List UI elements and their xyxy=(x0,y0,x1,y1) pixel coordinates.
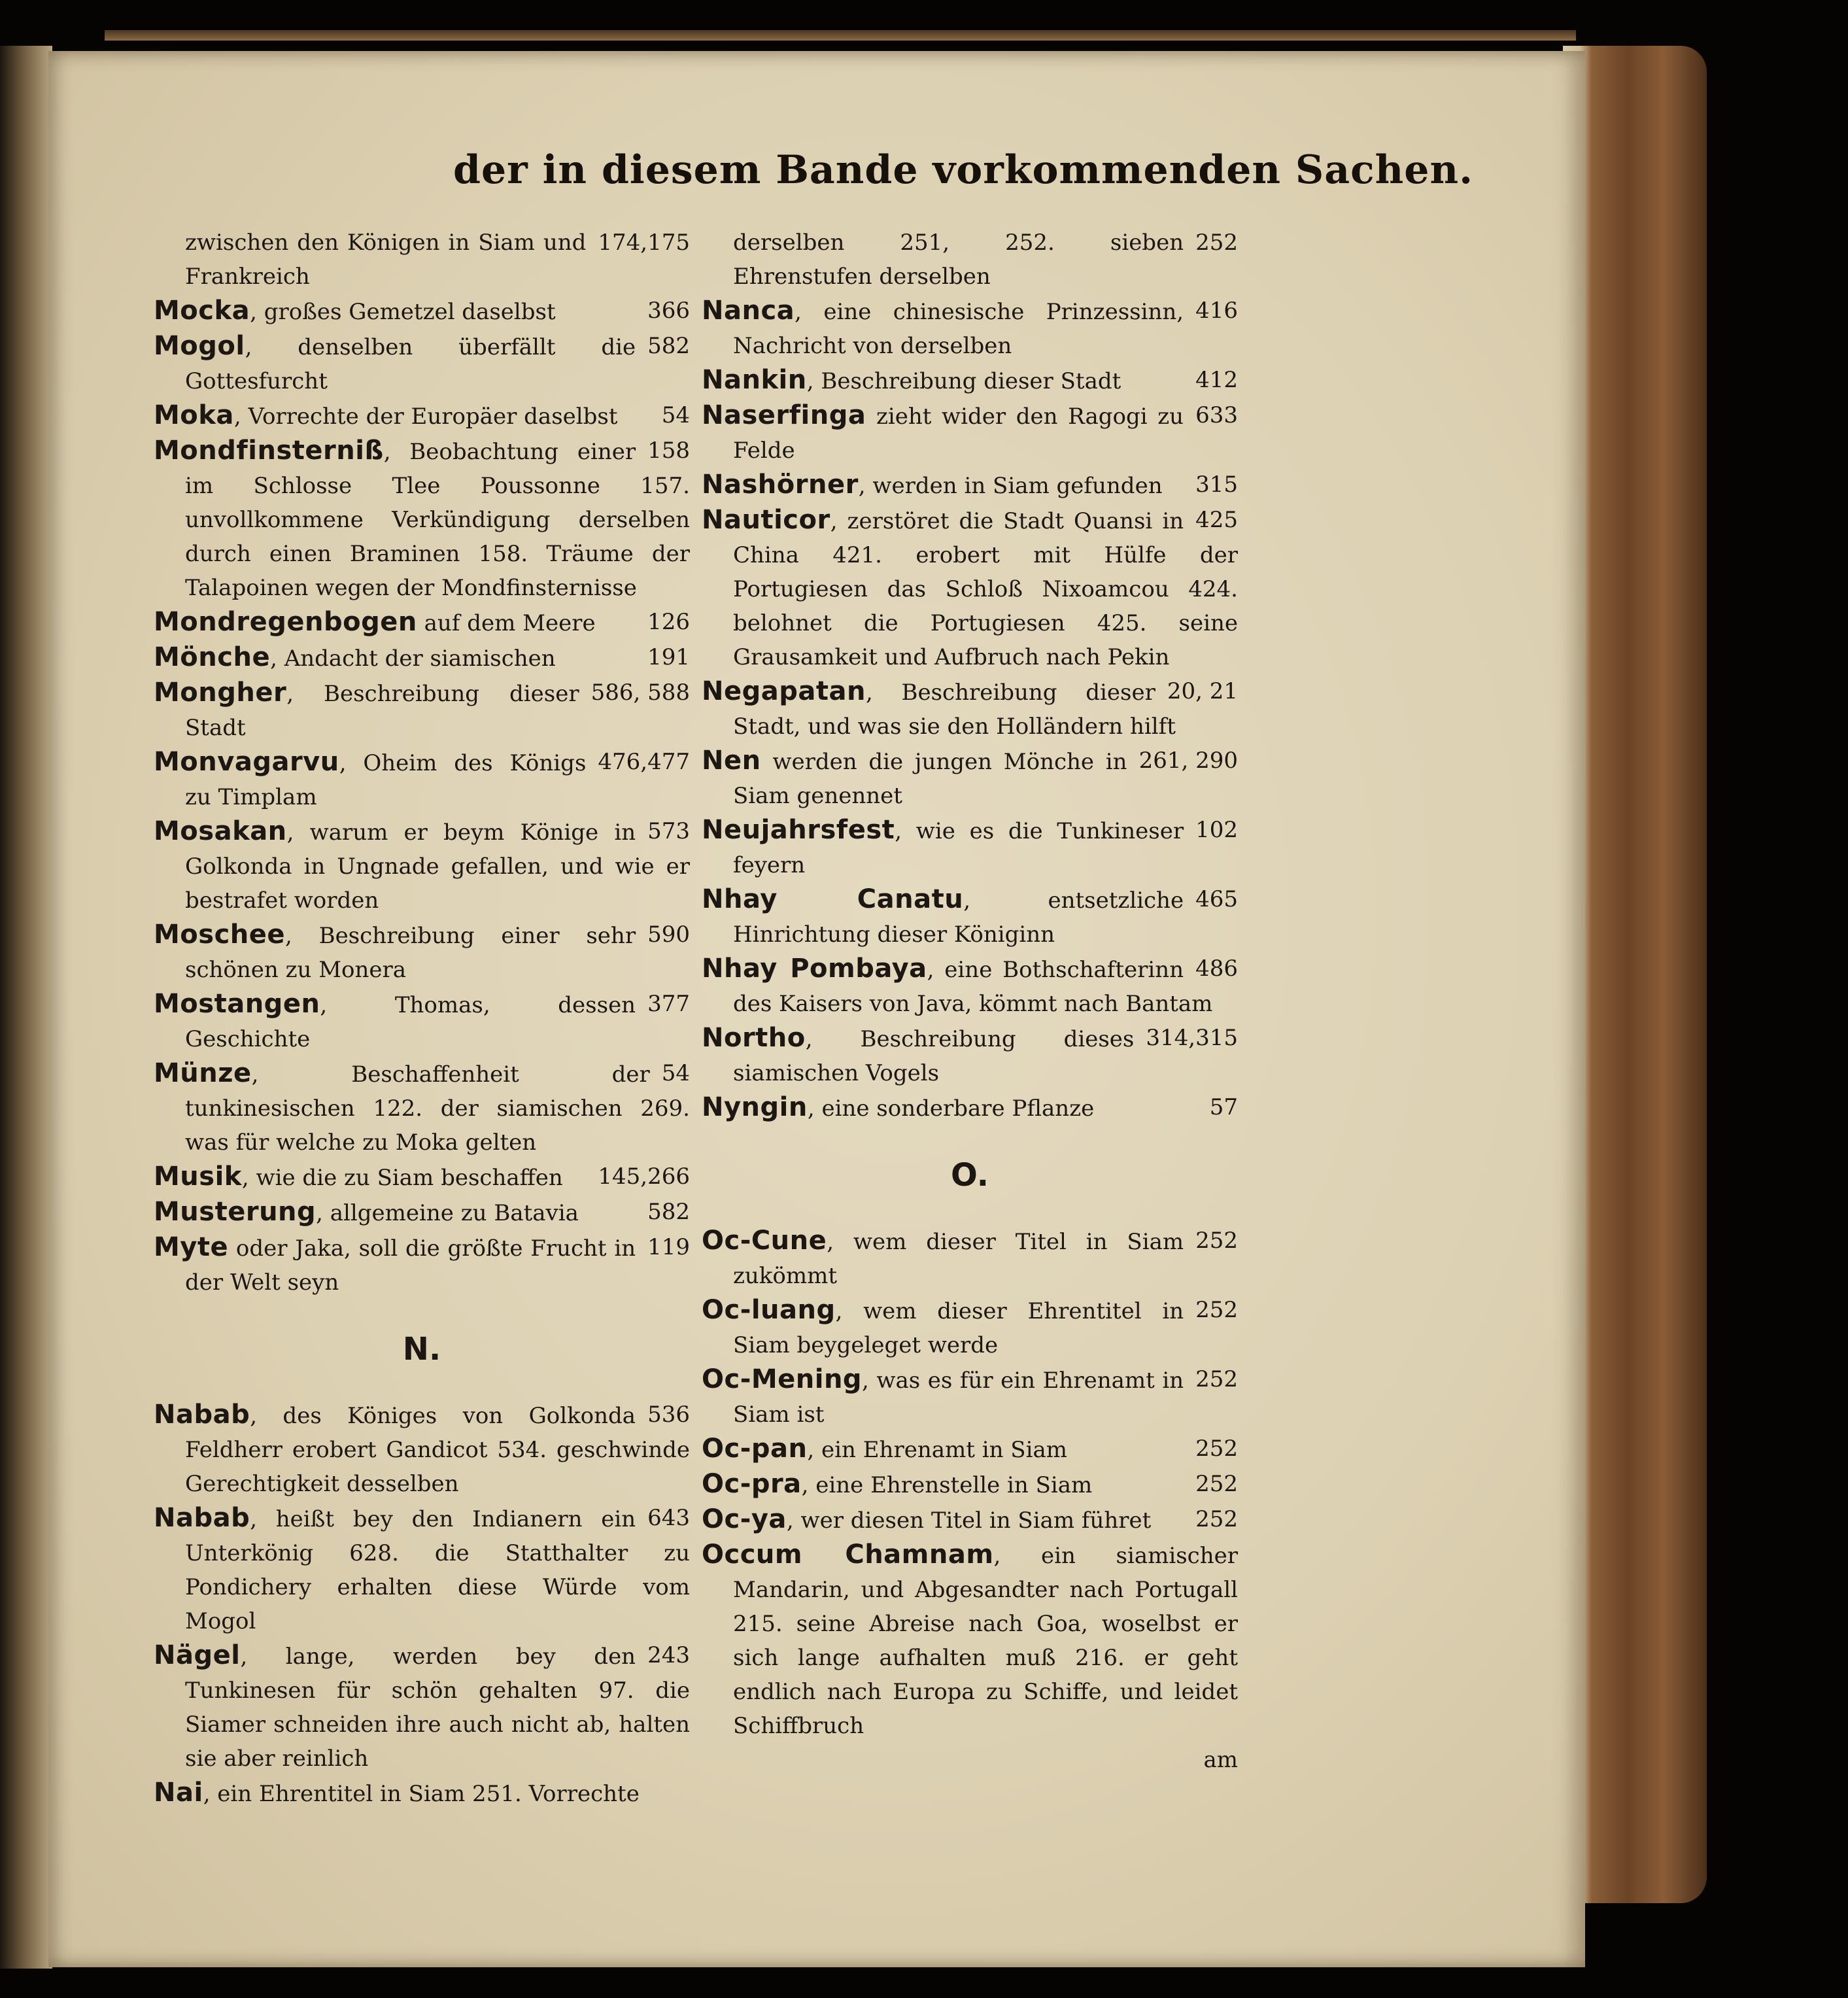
index-entry xyxy=(154,1230,690,1300)
entry-description: , Beschreibung dieses siamischen Vogels xyxy=(733,1026,1135,1086)
entry-description: , Vorrechte der Europäer daselbst xyxy=(233,404,618,430)
entry-headword: Monvagarvu xyxy=(154,747,339,777)
page-title: der in diesem Bande vorkommenden Sachen. xyxy=(453,147,1473,193)
entry-page-numbers: 377 xyxy=(647,991,690,1017)
index-entry xyxy=(154,605,690,640)
entry-description: , großes Gemetzel daselbst xyxy=(250,299,556,325)
entry-headword: Oc-luang xyxy=(702,1295,836,1325)
entry-page-numbers: 314,315 xyxy=(1146,1025,1238,1051)
index-entry xyxy=(154,676,690,745)
entry-headword: Oc-pan xyxy=(702,1434,808,1464)
index-entry xyxy=(702,1021,1238,1090)
entry-page-numbers: 412 xyxy=(1195,367,1238,393)
index-entry xyxy=(154,918,690,987)
entry-headword: Mogol xyxy=(154,331,245,361)
entry-description: , wem dieser Titel in Siam zukömmt xyxy=(733,1229,1184,1289)
index-entry xyxy=(154,329,690,398)
entry-page-numbers: 536 xyxy=(647,1402,690,1428)
entry-page-numbers: 261, 290 xyxy=(1138,748,1238,774)
index-entries-n-cont xyxy=(702,294,1238,1126)
entry-description: , wer diesen Titel in Siam führet xyxy=(786,1507,1152,1534)
entry-description: , Andacht der siamischen xyxy=(270,646,556,672)
entry-headword: Oc-Cune xyxy=(702,1226,827,1256)
entry-description: , Beobachtung einer im Schlosse Tlee Poussonne 157. unvollkommene Verkündigung derselben durch einen Braminen 158. Träume der Talapoinen wegen der Mondfinsternisse xyxy=(185,439,690,601)
entry-headword: Occum Chamnam xyxy=(702,1540,994,1570)
index-entry xyxy=(702,1502,1238,1538)
index-entry xyxy=(154,398,690,434)
entry-description: , Beschreibung dieser Stadt xyxy=(185,681,579,741)
entry-description: , werden in Siam gefunden xyxy=(858,473,1163,499)
entry-headword: Münze xyxy=(154,1058,252,1088)
index-entry xyxy=(702,674,1238,744)
entry-page-numbers: 486 xyxy=(1195,956,1238,982)
entry-page-numbers: 465 xyxy=(1195,886,1238,912)
index-entry xyxy=(154,1776,690,1811)
index-entry xyxy=(154,1056,690,1160)
entry-headword: Nabab xyxy=(154,1400,250,1430)
entry-headword: Nabab xyxy=(154,1503,250,1533)
entry-description: , was es für ein Ehrenamt in Siam ist xyxy=(733,1368,1184,1428)
entry-description: zieht wider den Ragogi zu Felde xyxy=(733,404,1184,464)
entry-page-numbers: 252 xyxy=(1195,1366,1238,1392)
index-entry xyxy=(154,1501,690,1638)
entry-description: , zerstöret die Stadt Quansi in China 421. erobert mit Hülfe der Portugiesen das Schloß Nixoamcou 424. belohnet die Portugiesen 425. seine Grausamkeit und Aufbruch nach Pekin xyxy=(733,508,1238,670)
entry-headword: Mocka xyxy=(154,296,250,326)
entry-headword: Mongher xyxy=(154,678,287,708)
index-entry xyxy=(154,640,690,676)
entry-description: , wie die zu Siam beschaffen xyxy=(241,1165,563,1191)
entry-headword: Nhay Pombaya xyxy=(702,954,927,984)
entry-description: oder Jaka, soll die größte Frucht in der Welt seyn xyxy=(185,1235,636,1296)
index-entry xyxy=(154,1160,690,1195)
entry-headword: Nen xyxy=(702,746,761,776)
entry-headword: Mönche xyxy=(154,642,271,672)
index-entry xyxy=(154,987,690,1056)
entry-description: werden die jungen Mönche in Siam genennet xyxy=(733,749,1127,809)
entry-headword: Oc-Mening xyxy=(702,1364,863,1394)
entry-page-numbers: 20, 21 xyxy=(1167,678,1238,704)
entry-headword: Nhay Canatu xyxy=(702,884,964,914)
entry-headword: Nanca xyxy=(702,296,795,326)
entry-headword: Mondregenbogen xyxy=(154,607,417,637)
entry-page-numbers: 158 xyxy=(647,438,690,464)
entry-page-numbers: 425 xyxy=(1195,507,1238,533)
entry-page-numbers: 582 xyxy=(647,333,690,359)
entry-description: , wie es die Tunkineser feyern xyxy=(733,818,1184,878)
index-entry xyxy=(702,363,1238,398)
entry-headword: Moschee xyxy=(154,920,286,950)
index-entry xyxy=(154,434,690,605)
index-entry xyxy=(702,1224,1238,1293)
index-entry xyxy=(702,882,1238,952)
entry-description: , ein siamischer Mandarin, und Abgesandter nach Portugall 215. seine Abreise nach Goa, woselbst er sich lange aufhalten muß 216. er geht endlich nach Europa zu Schiffe, und leidet Schiffbruch xyxy=(733,1543,1238,1739)
index-entry xyxy=(702,1467,1238,1502)
entry-headword: Nankin xyxy=(702,365,807,395)
entry-headword: Negapatan xyxy=(702,676,866,706)
index-entry xyxy=(154,814,690,918)
index-entry-continuation: 174,175 zwischen den Königen in Siam und Frankreich xyxy=(185,230,690,290)
entry-page-numbers: 476,477 xyxy=(598,749,690,775)
entry-headword: Nai xyxy=(154,1778,203,1808)
entry-headword: Nashörner xyxy=(702,470,859,500)
entry-description: , heißt bey den Indianern ein Unterkönig 628. die Statthalter zu Pondichery erhalten diese Würde vom Mogol xyxy=(185,1506,690,1634)
entry-page-numbers: 315 xyxy=(1195,472,1238,498)
entry-page-numbers: 586, 588 xyxy=(590,680,690,706)
entry-headword: Nauticor xyxy=(702,505,830,535)
entry-page-numbers: 145,266 xyxy=(598,1163,690,1190)
entry-description: , Thomas, dessen Geschichte xyxy=(185,992,636,1052)
entry-description: , Beschreibung einer sehr schönen zu Monera xyxy=(185,923,636,983)
entry-headword: Oc-pra xyxy=(702,1469,802,1499)
entry-page-numbers: 102 xyxy=(1195,817,1238,843)
index-entries-m xyxy=(154,294,690,1300)
catchword: am xyxy=(1203,1747,1238,1773)
index-entry xyxy=(702,1538,1238,1743)
entry-headword: Naserfinga xyxy=(702,400,866,430)
entry-page-numbers: 252 xyxy=(1195,1297,1238,1323)
entry-description: , ein Ehrentitel in Siam 251. Vorrechte xyxy=(203,1781,640,1807)
entry-page-numbers: 252 xyxy=(1195,1228,1238,1254)
entry-page-numbers: 252 xyxy=(1195,1506,1238,1532)
entry-description: , wem dieser Ehrentitel in Siam beygeleget werde xyxy=(733,1298,1184,1358)
index-entry xyxy=(154,1398,690,1501)
index-entry xyxy=(702,294,1238,363)
facing-page-edge xyxy=(0,46,52,1969)
entry-page-numbers: 54 xyxy=(661,402,690,428)
entry-description: , lange, werden bey den Tunkinesen für schön gehalten 97. die Siamer schneiden ihre auch nicht ab, halten sie aber reinlich xyxy=(185,1644,690,1772)
index-entry xyxy=(702,1432,1238,1467)
entry-headword: Northo xyxy=(702,1023,806,1053)
entry-description: , Beschaffenheit der tunkinesischen 122. der siamischen 269. was für welche zu Moka gelten xyxy=(185,1061,690,1156)
entry-description: , eine Ehrenstelle in Siam xyxy=(801,1472,1093,1498)
entry-description: auf dem Meere xyxy=(417,610,596,636)
entry-headword: Moka xyxy=(154,400,234,430)
entry-headword: Nägel xyxy=(154,1640,241,1670)
entry-description: , des Königes von Golkonda Feldherr erobert Gandicot 534. geschwinde Gerechtigkeit desselben xyxy=(185,1403,690,1497)
entry-headword: Mosakan xyxy=(154,816,287,846)
entry-page-numbers: 416 xyxy=(1195,298,1238,324)
entry-page-numbers: 57 xyxy=(1209,1094,1238,1120)
entry-page-numbers: 573 xyxy=(647,818,690,844)
entry-headword: Neujahrsfest xyxy=(702,815,895,845)
index-entry xyxy=(154,294,690,329)
entry-description: , Beschreibung dieser Stadt, und was sie den Holländern hilft xyxy=(733,680,1176,740)
entry-page-numbers: 366 xyxy=(647,298,690,324)
index-entries-n xyxy=(154,1398,690,1811)
entry-description: , denselben überfällt die Gottesfurcht xyxy=(185,334,636,394)
entry-description: , entsetzliche Hinrichtung dieser Königinn xyxy=(733,887,1184,948)
index-entry xyxy=(702,744,1238,813)
entry-description: , eine Bothschafterinn des Kaisers von Java, kömmt nach Bantam xyxy=(733,957,1213,1017)
entry-description: , eine chinesische Prinzessinn, Nachricht von derselben xyxy=(733,299,1184,359)
entry-headword: Myte xyxy=(154,1232,229,1262)
entry-headword: Nyngin xyxy=(702,1092,808,1122)
index-entry xyxy=(154,745,690,814)
entry-page-numbers: 119 xyxy=(647,1234,690,1260)
index-entry xyxy=(702,398,1238,468)
entry-headword: Musterung xyxy=(154,1197,317,1227)
entry-headword: Mostangen xyxy=(154,989,320,1019)
section-letter-o: O. xyxy=(951,1157,989,1194)
entry-page-numbers: 590 xyxy=(647,921,690,948)
index-entry xyxy=(702,1362,1238,1432)
binding-top-edge xyxy=(105,30,1576,41)
entry-page-numbers: 191 xyxy=(647,644,690,670)
entry-page-numbers: 643 xyxy=(647,1505,690,1531)
index-entry xyxy=(702,1293,1238,1362)
entry-page-numbers: 252 xyxy=(1195,1471,1238,1497)
entry-page-numbers: 126 xyxy=(647,609,690,635)
entry-description: , warum er beym Könige in Golkonda in Ungnade gefallen, und wie er bestrafet worden xyxy=(185,819,690,914)
index-column-left xyxy=(154,226,690,1811)
index-entry xyxy=(702,952,1238,1021)
index-entry xyxy=(154,1638,690,1776)
index-entry xyxy=(702,813,1238,882)
entry-page-numbers: 582 xyxy=(647,1199,690,1225)
index-entries-o xyxy=(702,1224,1238,1743)
entry-description: , Beschreibung dieser Stadt xyxy=(806,368,1121,394)
entry-page-numbers: 54 xyxy=(661,1060,690,1086)
index-column-right xyxy=(702,226,1238,1777)
entry-page-numbers: 633 xyxy=(1195,402,1238,428)
index-entry xyxy=(154,1195,690,1230)
section-letter-n: N. xyxy=(402,1331,441,1368)
entry-description: , ein Ehrenamt in Siam xyxy=(807,1437,1067,1463)
entry-page-numbers: 252 xyxy=(1195,1436,1238,1462)
entry-headword: Oc-ya xyxy=(702,1504,787,1534)
index-entry xyxy=(702,1090,1238,1126)
entry-description: , Oheim des Königs zu Timplam xyxy=(185,750,587,810)
entry-description: , allgemeine zu Batavia xyxy=(316,1200,579,1226)
index-entry xyxy=(702,503,1238,674)
entry-headword: Mondfinsterniß xyxy=(154,436,384,466)
index-entry-continuation: 252 derselben 251, 252. sieben Ehrenstufen derselben xyxy=(733,230,1238,290)
index-entry xyxy=(702,468,1238,503)
entry-page-numbers: 243 xyxy=(647,1642,690,1668)
entry-description: , eine sonderbare Pflanze xyxy=(807,1095,1095,1122)
entry-headword: Musik xyxy=(154,1162,242,1192)
